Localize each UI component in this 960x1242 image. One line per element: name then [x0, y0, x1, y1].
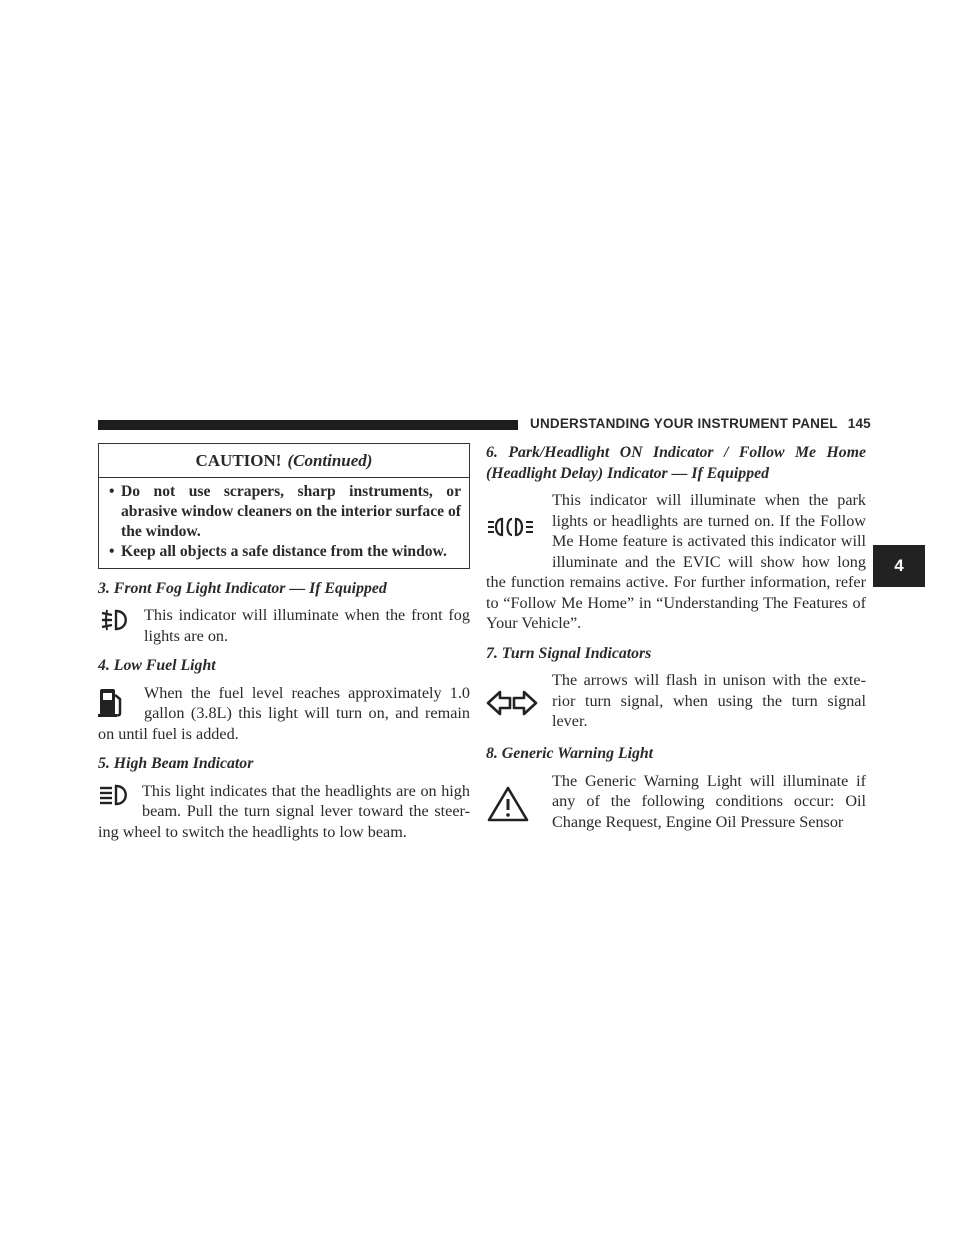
caution-header [99, 444, 469, 478]
warning-triangle-icon [486, 773, 542, 835]
chapter-tab: 4 [873, 545, 925, 587]
park-headlight-entry [486, 490, 866, 634]
caution-list [99, 478, 469, 568]
park-headlight-icon [486, 492, 542, 562]
header-rule [98, 420, 518, 430]
fuel-pump-icon [98, 685, 126, 723]
caution-continued: (Continued) [287, 451, 373, 470]
low-fuel-text: When the fuel level reaches approximately 1.0 gallon (3.8L) this light will turn on, and remain on until fuel is added. [98, 683, 470, 743]
generic-warning-entry [486, 771, 866, 835]
caution-bullet: • Keep all objects a safe distance from the window. [109, 542, 447, 560]
high-beam-entry [98, 781, 470, 843]
turn-signal-heading: 7. Turn Signal Indicators [486, 644, 652, 662]
front-fog-light-icon [98, 607, 132, 635]
high-beam-heading: 5. High Beam Indicator [98, 755, 254, 772]
turn-signal-entry [486, 670, 866, 734]
left-column [98, 443, 470, 846]
generic-warning-text: The Generic Warning Light will illuminate if any of the following conditions occur: Oil Change Request, Engine Oil Pressure Sensor [552, 771, 866, 831]
caution-title: CAUTION! [195, 451, 282, 470]
low-fuel-heading: 4. Low Fuel Light [98, 657, 216, 674]
turn-signal-text: The arrows will flash in unison with the exte-rior turn signal, when using the turn signal lever. [552, 671, 866, 730]
high-beam-icon [98, 783, 132, 811]
low-fuel-entry [98, 683, 470, 745]
section-title: UNDERSTANDING YOUR INSTRUMENT PANEL [530, 416, 838, 431]
front-fog-text: This indicator will illuminate when the front fog lights are on. [144, 606, 470, 645]
front-fog-heading: 3. Front Fog Light Indicator — If Equipped [98, 579, 387, 597]
front-fog-entry [98, 605, 470, 646]
turn-signal-arrows-icon [486, 672, 542, 734]
generic-warning-heading: 8. Generic Warning Light [486, 745, 654, 762]
caution-bullet: • Do not use scrapers, sharp instruments, or abrasive window cleaners on the interior surface of the window. [109, 482, 461, 540]
right-column [486, 443, 866, 839]
caution-box [98, 443, 470, 569]
page-number: 145 [847, 416, 871, 431]
park-headlight-heading: 6. Park/Headlight ON Indicator / Follow Me Home (Headlight Delay) Indicator — If Equipped [486, 444, 866, 482]
high-beam-text: This light indicates that the headlights are on high beam. Pull the turn signal lever toward the steer-ing wheel to switch the headlights to low beam. [98, 781, 470, 841]
park-headlight-text: This indicator will illuminate when the park lights or headlights are turned on. If the Follow Me Home feature is activated this indicator will illuminate and the EVIC will show how long the function remains active. For further information, refer to “Follow Me Home” in “Understanding The Features of Your Vehicle”. [486, 491, 866, 632]
running-header [530, 416, 871, 431]
